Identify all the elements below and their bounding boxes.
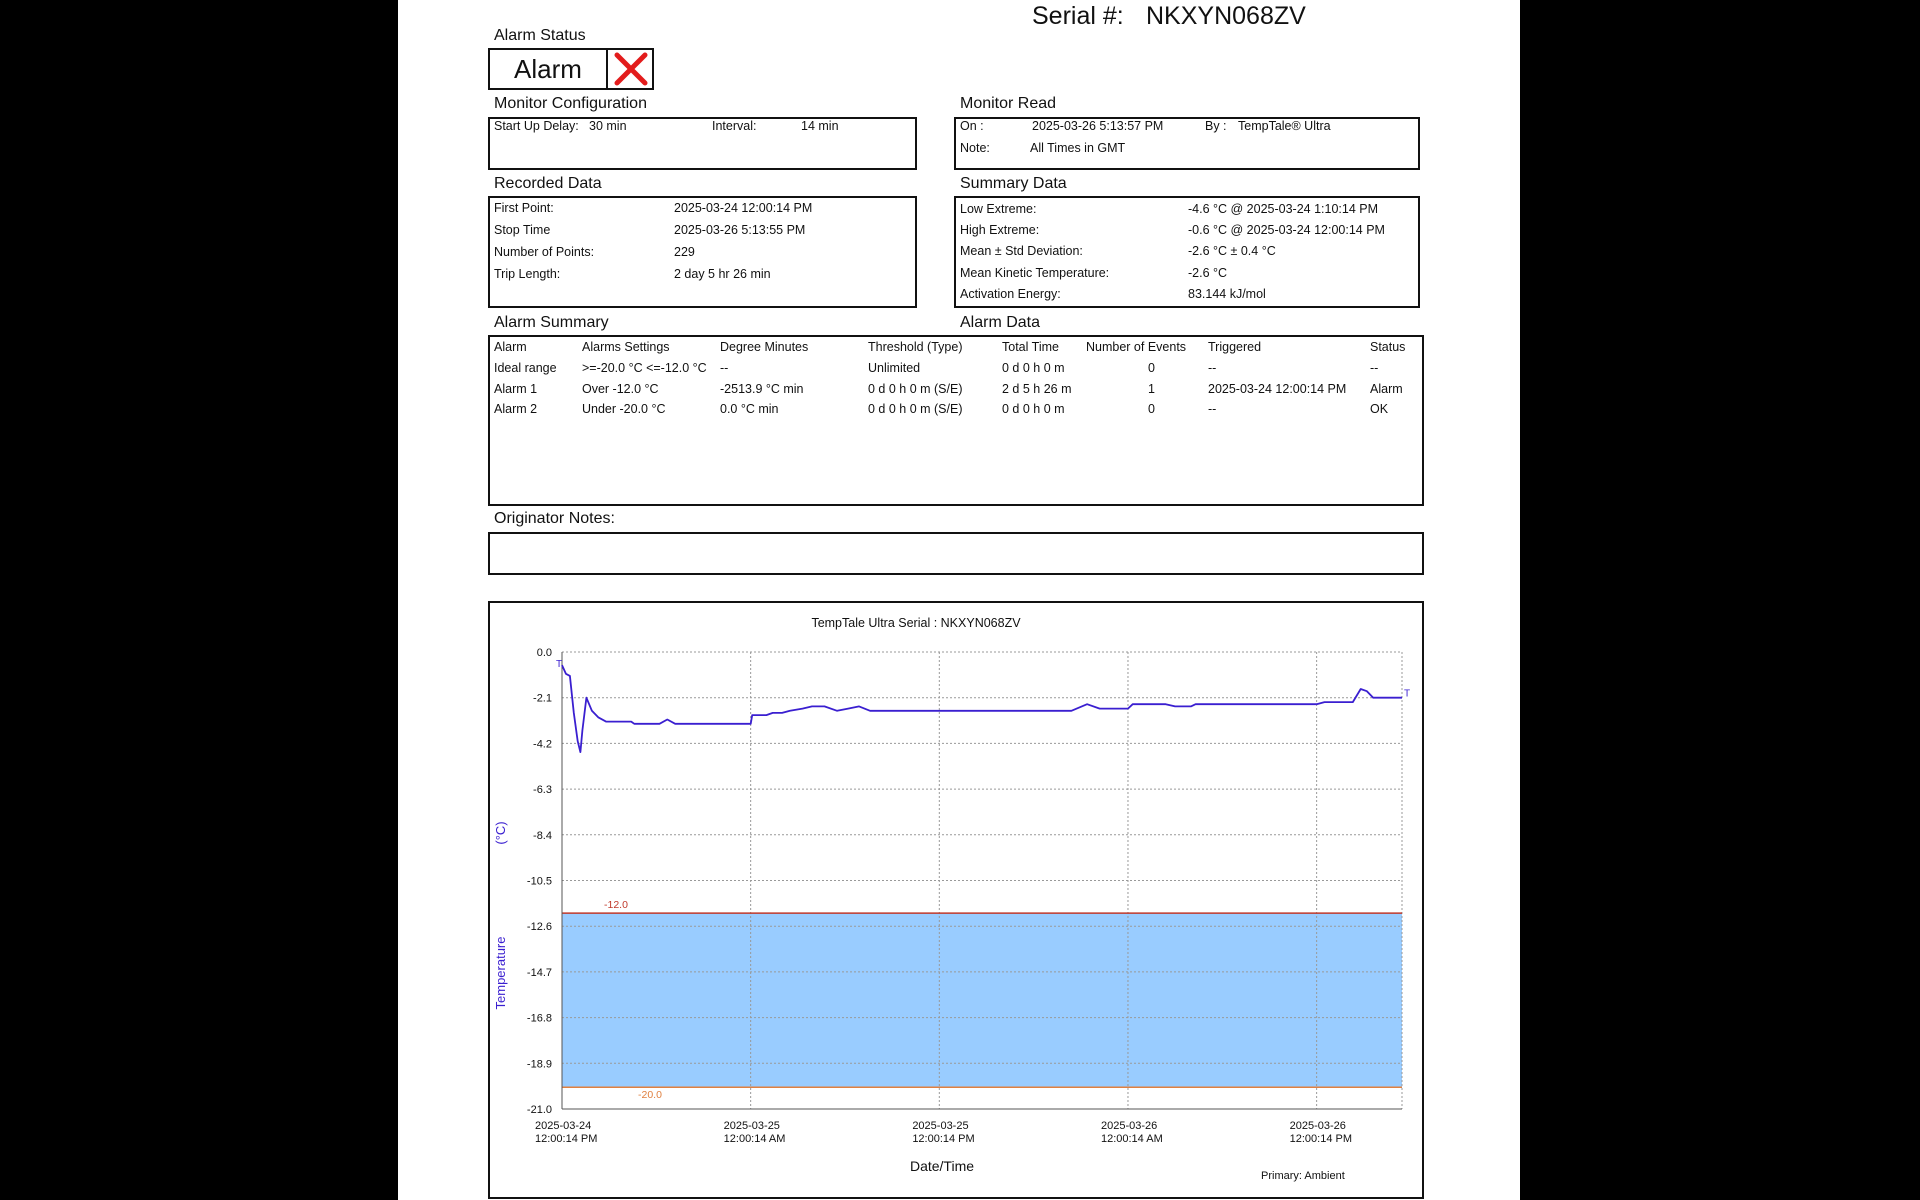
y-axis-unit: (°C) bbox=[493, 821, 508, 845]
alarm-status-title: Alarm Status bbox=[494, 27, 586, 44]
alarm-cell: 1 bbox=[1148, 382, 1155, 396]
recorded-data-title: Recorded Data bbox=[494, 175, 602, 192]
recorded-value: 2 day 5 hr 26 min bbox=[674, 267, 771, 281]
summary-value: 83.144 kJ/mol bbox=[1188, 287, 1266, 301]
alarm-col-header: Alarm bbox=[494, 340, 527, 354]
startup-delay-label: Start Up Delay: bbox=[494, 119, 579, 133]
alarm-cell: -- bbox=[1370, 361, 1379, 375]
alarm-cell: Ideal range bbox=[494, 361, 557, 375]
lower-limit-label: -20.0 bbox=[638, 1089, 662, 1102]
recorded-data-box bbox=[488, 196, 917, 308]
alarm-status-box bbox=[488, 48, 654, 90]
alarm-col-header: Alarms Settings bbox=[582, 340, 670, 354]
monitor-read-box bbox=[954, 117, 1420, 170]
alarm-col-header: Threshold (Type) bbox=[868, 340, 963, 354]
alarm-cell: OK bbox=[1370, 402, 1389, 416]
alarm-cell: -- bbox=[720, 361, 729, 375]
temperature-series-line bbox=[562, 665, 1402, 752]
y-tick-label: -2.1 bbox=[533, 692, 552, 705]
read-note-label: Note: bbox=[960, 141, 990, 155]
startup-delay-value: 30 min bbox=[589, 119, 627, 133]
summary-value: -4.6 °C @ 2025-03-24 1:10:14 PM bbox=[1188, 202, 1379, 216]
recorded-value: 2025-03-26 5:13:55 PM bbox=[674, 223, 806, 237]
y-tick-label: 0.0 bbox=[536, 647, 552, 659]
x-tick-label: 2025-03-25 bbox=[723, 1120, 780, 1132]
x-tick-label: 12:00:14 AM bbox=[723, 1133, 786, 1145]
y-tick-label: -21.0 bbox=[526, 1104, 552, 1116]
summary-value: -0.6 °C @ 2025-03-24 12:00:14 PM bbox=[1188, 223, 1385, 237]
temperature-chart bbox=[490, 603, 1422, 1197]
alarm-cell: 2025-03-24 12:00:14 PM bbox=[1208, 382, 1347, 396]
report-page bbox=[398, 0, 1520, 1200]
recorded-value: 2025-03-24 12:00:14 PM bbox=[674, 201, 813, 215]
summary-label: Mean ± Std Deviation: bbox=[960, 244, 1083, 258]
y-tick-label: -14.7 bbox=[526, 966, 552, 979]
x-tick-label: 2025-03-26 bbox=[1289, 1120, 1346, 1132]
recorded-label: Number of Points: bbox=[494, 245, 595, 259]
alarm-summary-title: Alarm Summary bbox=[494, 314, 609, 331]
read-by-value: TempTale® Ultra bbox=[1238, 119, 1331, 133]
summary-data-title: Summary Data bbox=[960, 175, 1067, 192]
summary-data-box bbox=[954, 196, 1420, 308]
alarm-col-header: Number of Events bbox=[1086, 340, 1187, 354]
summary-label: Activation Energy: bbox=[960, 287, 1061, 301]
summary-value: -2.6 °C ± 0.4 °C bbox=[1188, 244, 1276, 258]
alarm-col-header: Degree Minutes bbox=[720, 340, 809, 354]
alarm-cell: -- bbox=[1208, 402, 1217, 416]
alarm-cell: Unlimited bbox=[868, 361, 921, 375]
alarm-status-label: Alarm bbox=[490, 50, 608, 88]
alarm-cell: 0.0 °C min bbox=[720, 402, 779, 416]
start-marker: T bbox=[556, 659, 563, 671]
chart-frame bbox=[488, 601, 1424, 1199]
monitor-config-title: Monitor Configuration bbox=[494, 95, 647, 112]
alarm-cell: 0 d 0 h 0 m bbox=[1002, 402, 1065, 416]
y-tick-label: -18.9 bbox=[526, 1058, 552, 1071]
alarm-cell: -2513.9 °C min bbox=[720, 382, 804, 396]
y-axis-label: Temperature bbox=[493, 936, 508, 1010]
ideal-range-band bbox=[562, 913, 1402, 1087]
y-tick-label: -4.2 bbox=[533, 738, 552, 751]
serial-value: NKXYN068ZV bbox=[1146, 2, 1306, 30]
alarm-data-title: Alarm Data bbox=[960, 314, 1041, 331]
alarm-col-header: Status bbox=[1370, 340, 1406, 354]
x-tick-label: 2025-03-25 bbox=[912, 1120, 969, 1132]
recorded-label: First Point: bbox=[494, 201, 554, 215]
read-on-value: 2025-03-26 5:13:57 PM bbox=[1032, 119, 1164, 133]
alarm-cell: 0 d 0 h 0 m (S/E) bbox=[868, 382, 963, 396]
alarm-cell: -- bbox=[1208, 361, 1217, 375]
alarm-data-table bbox=[488, 335, 1424, 506]
alarm-col-header: Total Time bbox=[1002, 340, 1059, 354]
recorded-label: Trip Length: bbox=[494, 267, 561, 281]
summary-label: High Extreme: bbox=[960, 223, 1040, 237]
y-tick-label: -8.4 bbox=[533, 829, 552, 842]
x-tick-label: 2025-03-24 bbox=[535, 1120, 592, 1132]
originator-notes-box bbox=[488, 532, 1424, 575]
alarm-cell: 0 d 0 h 0 m (S/E) bbox=[868, 402, 963, 416]
read-note-value: All Times in GMT bbox=[1030, 141, 1126, 155]
recorded-label: Stop Time bbox=[494, 223, 551, 237]
alarm-cell: 0 d 0 h 0 m bbox=[1002, 361, 1065, 375]
read-on-label: On : bbox=[960, 119, 984, 133]
alarm-cell: >=-20.0 °C <=-12.0 °C bbox=[582, 361, 707, 375]
summary-label: Low Extreme: bbox=[960, 202, 1037, 216]
summary-value: -2.6 °C bbox=[1188, 266, 1228, 280]
x-tick-label: 12:00:14 PM bbox=[1289, 1133, 1353, 1145]
chart-footer: Primary: Ambient bbox=[1261, 1170, 1345, 1182]
originator-notes-title: Originator Notes: bbox=[494, 510, 615, 527]
alarm-cell: 0 bbox=[1148, 361, 1155, 375]
alarm-cell: Alarm bbox=[1370, 382, 1403, 396]
chart-title: TempTale Ultra Serial : NKXYN068ZV bbox=[811, 616, 1021, 630]
alarm-x-icon bbox=[612, 51, 650, 87]
summary-label: Mean Kinetic Temperature: bbox=[960, 266, 1110, 280]
alarm-cell: Alarm 2 bbox=[494, 402, 538, 416]
alarm-cell: 0 bbox=[1148, 402, 1155, 416]
alarm-cell: Under -20.0 °C bbox=[582, 402, 666, 416]
upper-limit-label: -12.0 bbox=[604, 899, 628, 912]
read-by-label: By : bbox=[1205, 119, 1227, 133]
alarm-cell: Over -12.0 °C bbox=[582, 382, 659, 396]
end-marker: T bbox=[1404, 688, 1411, 700]
alarm-cell: 2 d 5 h 26 m bbox=[1002, 382, 1072, 396]
alarm-cell: Alarm 1 bbox=[494, 382, 538, 396]
x-tick-label: 12:00:14 PM bbox=[535, 1133, 598, 1145]
y-tick-label: -16.8 bbox=[526, 1012, 552, 1025]
x-tick-label: 2025-03-26 bbox=[1100, 1120, 1158, 1132]
monitor-config-box bbox=[488, 117, 917, 170]
interval-label: Interval: bbox=[712, 119, 757, 133]
x-axis-label: Date/Time bbox=[909, 1158, 975, 1174]
monitor-read-title: Monitor Read bbox=[960, 95, 1057, 112]
y-tick-label: -12.6 bbox=[526, 921, 552, 934]
alarm-col-header: Triggered bbox=[1208, 340, 1262, 354]
x-tick-label: 12:00:14 PM bbox=[912, 1133, 975, 1145]
recorded-value: 229 bbox=[674, 245, 695, 259]
y-tick-label: -10.5 bbox=[526, 875, 552, 888]
y-tick-label: -6.3 bbox=[533, 784, 552, 797]
x-tick-label: 12:00:14 AM bbox=[1100, 1133, 1163, 1145]
interval-value: 14 min bbox=[801, 119, 839, 133]
serial-label: Serial #: bbox=[1032, 2, 1124, 30]
